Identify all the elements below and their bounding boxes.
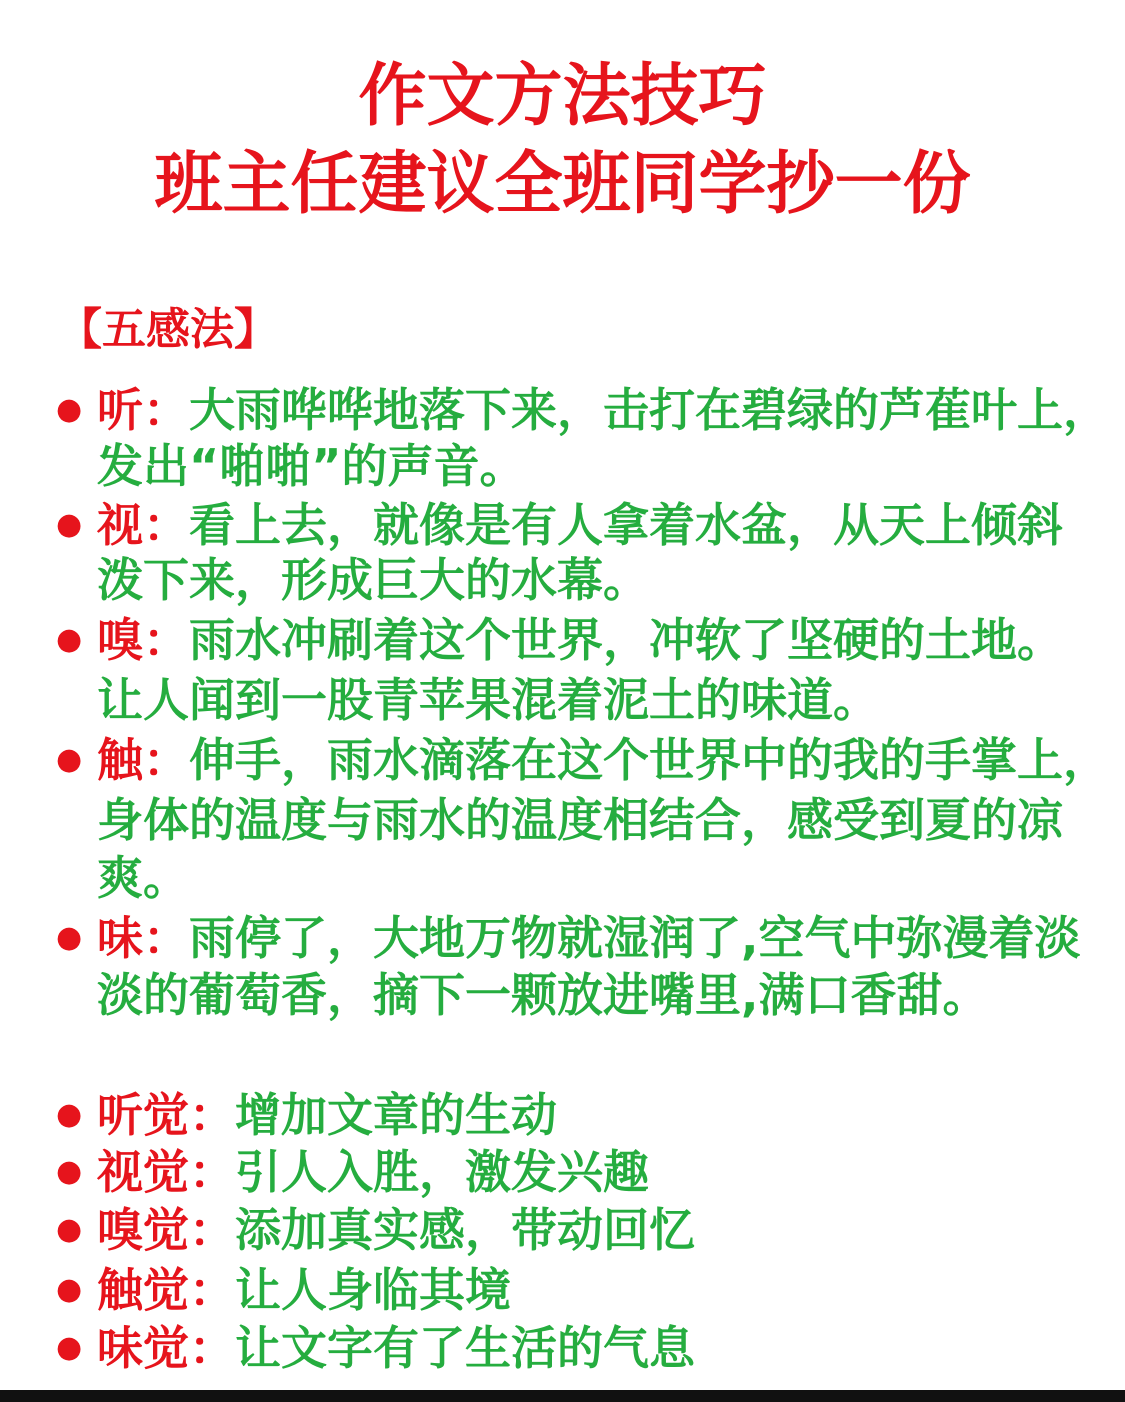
- item-text: 雨水冲刷着这个世界，冲软了坚硬的土地。: [189, 613, 1063, 667]
- summary-label: 味觉：: [97, 1321, 235, 1375]
- page-title: 作文方法技巧: [358, 57, 767, 136]
- bullet-icon: ●: [56, 392, 83, 427]
- summary-item-hearing: [56, 1088, 557, 1142]
- bullet-icon: ●: [56, 920, 83, 955]
- item-text: 伸手，雨水滴落在这个世界中的我的手掌上，: [189, 733, 1109, 787]
- summary-text: 引人入胜，激发兴趣: [235, 1145, 649, 1199]
- summary-label: 嗅觉：: [97, 1203, 235, 1257]
- item-text: 泼下来，形成巨大的水幕。: [97, 553, 649, 607]
- summary-text: 让人身临其境: [235, 1263, 511, 1317]
- list-item-continuation: [97, 968, 989, 1022]
- summary-text: 让文字有了生活的气息: [235, 1321, 695, 1375]
- bullet-icon: ●: [56, 1272, 83, 1307]
- summary-label: 听觉：: [97, 1088, 235, 1142]
- item-text: 淡的葡萄香，摘下一颗放进嘴里,满口香甜。: [97, 968, 989, 1022]
- item-label: 嗅：: [97, 613, 189, 667]
- item-text: 让人闻到一股青苹果混着泥土的味道。: [97, 673, 879, 727]
- list-item-continuation: [97, 553, 649, 607]
- section-heading: 【五感法】: [58, 304, 278, 355]
- item-text: 发出“啪啪”的声音。: [97, 439, 526, 493]
- item-label: 味：: [97, 911, 189, 965]
- bullet-icon: ●: [56, 1212, 83, 1247]
- list-item-continuation: [97, 439, 526, 493]
- summary-item-smell: [56, 1203, 695, 1257]
- item-text: 身体的温度与雨水的温度相结合，感受到夏的凉: [97, 793, 1063, 847]
- summary-item-taste: [56, 1321, 695, 1375]
- item-label: 视：: [97, 498, 189, 552]
- summary-text: 添加真实感，带动回忆: [235, 1203, 695, 1257]
- list-item-continuation: [97, 673, 879, 727]
- item-text: 大雨哗哗地落下来，击打在碧绿的芦萑叶上，: [189, 383, 1109, 437]
- bullet-icon: ●: [56, 742, 83, 777]
- list-item-continuation: [97, 851, 189, 905]
- summary-item-sight: [56, 1145, 649, 1199]
- bottom-divider: [0, 1390, 1125, 1402]
- item-text: 看上去，就像是有人拿着水盆，从天上倾斜: [189, 498, 1063, 552]
- list-item-smell: [56, 613, 1063, 667]
- summary-label: 触觉：: [97, 1263, 235, 1317]
- item-label: 触：: [97, 733, 189, 787]
- summary-label: 视觉：: [97, 1145, 235, 1199]
- list-item-sight: [56, 498, 1063, 552]
- list-item-touch: [56, 733, 1109, 787]
- item-text: 爽。: [97, 851, 189, 905]
- bullet-icon: ●: [56, 1154, 83, 1189]
- item-label: 听：: [97, 383, 189, 437]
- list-item-continuation: [97, 793, 1063, 847]
- page-subtitle: 班主任建议全班同学抄一份: [154, 145, 971, 224]
- bullet-icon: ●: [56, 1097, 83, 1132]
- bullet-icon: ●: [56, 1330, 83, 1365]
- summary-item-touch: [56, 1263, 511, 1317]
- bullet-icon: ●: [56, 622, 83, 657]
- item-text: 雨停了，大地万物就湿润了,空气中弥漫着淡: [189, 911, 1081, 965]
- bullet-icon: ●: [56, 507, 83, 542]
- list-item-hearing: [56, 383, 1109, 437]
- summary-text: 增加文章的生动: [235, 1088, 557, 1142]
- list-item-taste: [56, 911, 1081, 965]
